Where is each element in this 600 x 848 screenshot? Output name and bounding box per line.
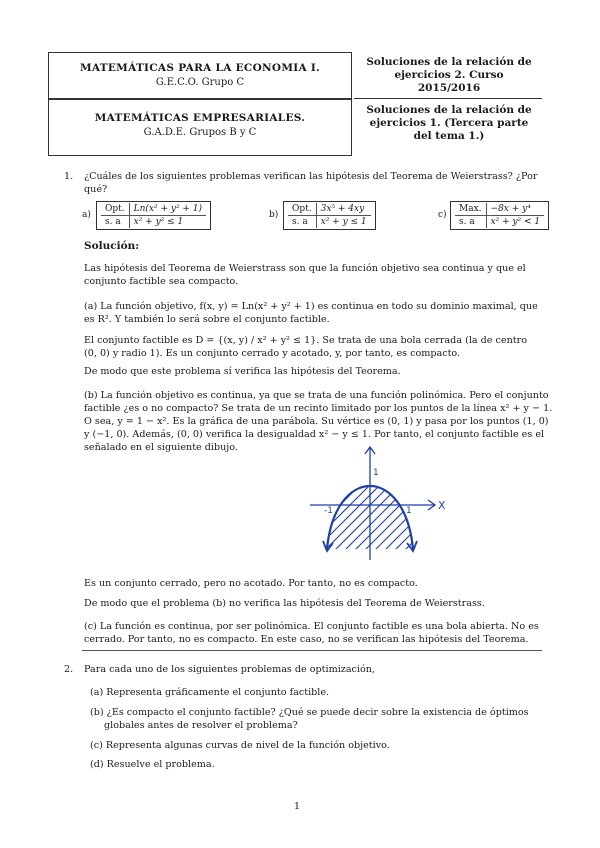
sol-p1-l1: Las hipótesis del Teorema de Weierstrass son que la función objetivo sea continua y que el — [84, 263, 526, 274]
sol-a2-l2: (0, 0) y radio 1). Es un conjunto cerrado y acotado, y, por tanto, es compacto. — [84, 348, 461, 359]
q2-item-c: (c) Representa algunas curvas de nivel de la función objetivo. — [90, 740, 390, 751]
course-group-1: G.E.C.O. Grupo C — [155, 77, 245, 88]
sol-b-l3: O sea, y = 1 − x². Es la gráfica de una parábola. Su vértice es (0, 1) y pasa por los puntos (1, 0) — [84, 416, 549, 427]
q2-item-a: (a) Representa gráficamente el conjunto factible. — [90, 687, 330, 698]
q1-a-st: x² + y² ≤ 1 — [133, 217, 184, 227]
label-minus-one: -1 — [324, 506, 333, 516]
q1-b-problem — [283, 201, 376, 230]
q2-item-d: (d) Resuelve el problema. — [90, 759, 215, 770]
q1-a-label: a) — [82, 210, 91, 220]
solution-heading: Solución: — [84, 240, 140, 252]
header-right-top-l3: 2015/2016 — [417, 82, 481, 94]
header-right-top — [356, 56, 542, 95]
q2-intro: Para cada uno de los siguientes problemas de optimización, — [84, 664, 375, 675]
sol-a-l1: (a) La función objetivo, f(x, y) = Ln(x² + y² + 1) es continua en todo su dominio maximal, que — [84, 301, 538, 312]
q1-a-problem — [96, 201, 211, 230]
q1-a-obj: Ln(x² + y² + 1) — [129, 203, 206, 216]
header-right-top-l2: ejercicios 2. Curso — [394, 69, 504, 81]
header-right-top-l1: Soluciones de la relación de — [366, 56, 532, 68]
sol-b-conclusion: De modo que el problema (b) no verifica las hipótesis del Teorema de Weierstrass. — [84, 598, 485, 609]
q1-b-obj: 3x⁵ + 4xy — [316, 203, 371, 216]
q2-item-b-l2: globales antes de resolver el problema? — [104, 720, 298, 731]
sol-a3: De modo que este problema sí verifica las hipótesis del Teorema. — [84, 366, 401, 377]
course-title-1: MATEMÁTICAS PARA LA ECONOMIA I. — [79, 62, 321, 74]
solution-divider — [82, 650, 542, 651]
sol-p1-l2: conjunto factible sea compacto. — [84, 276, 239, 287]
q1-number: 1. — [64, 171, 74, 182]
q1-question-l1: ¿Cuáles de los siguientes problemas verifican las hipótesis del Teorema de Weierstrass? ¿Por — [84, 171, 538, 182]
feasible-set-figure — [300, 445, 450, 575]
q2-item-b-l1: (b) ¿Es compacto el conjunto factible? ¿Qué se puede decir sobre la existencia de óptimos — [90, 707, 529, 718]
hatching — [310, 445, 450, 560]
course-title-2: MATEMÁTICAS EMPRESARIALES. — [94, 112, 306, 124]
label-one-y: 1 — [373, 468, 379, 478]
q1-b-label: b) — [269, 210, 279, 220]
sol-c-l1: (c) La función es continua, por ser polinómica. El conjunto factible es una bola abierta. No es — [84, 621, 539, 632]
q2-number: 2. — [64, 664, 74, 675]
header-right-bottom-l2: ejercicios 1. (Tercera parte — [369, 117, 529, 129]
sol-c-l2: cerrado. Por tanto, no es compacto. En este caso, no se verifican las hipótesis del Teorema. — [84, 634, 529, 645]
x-axis-label: X — [438, 499, 446, 512]
page-number: 1 — [294, 801, 301, 812]
label-one-x: 1 — [406, 506, 412, 516]
header-right-bottom-l3: del tema 1.) — [413, 130, 485, 142]
q1-b-obj-kw: Opt. — [288, 203, 316, 216]
sol-b-l2: factible ¿es o no compacto? Se trata de un recinto limitado por los puntos de la línea x² + y − 1. — [84, 403, 553, 414]
header-divider — [354, 98, 542, 99]
q1-c-label: c) — [438, 210, 447, 220]
q1-b-st: x² + y ≤ 1 — [320, 217, 367, 227]
q1-c-obj: −8x + y⁴ — [486, 203, 544, 216]
header-right-bottom — [356, 104, 542, 143]
q1-a-st-kw: s. a — [101, 216, 129, 229]
sol-a2-l1: El conjunto factible es D = {(x, y) / x² + y² ≤ 1}. Se trata de una bola cerrada (la de centro — [84, 335, 527, 346]
q1-c-obj-kw: Max. — [455, 203, 486, 216]
q1-b-st-kw: s. a — [288, 216, 316, 229]
header-left-bottom-box — [48, 98, 352, 156]
q1-c-problem — [450, 201, 549, 230]
header-right-bottom-l1: Soluciones de la relación de — [366, 104, 532, 116]
sol-b-l1: (b) La función objetivo es continua, ya que se trata de una función polinómica. Pero el conjunto — [84, 390, 549, 401]
q1-c-st: x² + y² < 1 — [490, 217, 541, 227]
sol-b-after: Es un conjunto cerrado, pero no acotado. Por tanto, no es compacto. — [84, 578, 418, 589]
q1-c-st-kw: s. a — [455, 216, 486, 229]
header-left-top-box — [48, 52, 352, 100]
q1-a-obj-kw: Opt. — [101, 203, 129, 216]
sol-a-l2: es R². Y también lo será sobre el conjunto factible. — [84, 314, 330, 325]
sol-b-l4: y (−1, 0). Además, (0, 0) verifica la desigualdad x² − y ≤ 1. Por tanto, el conjunto factible es el — [84, 429, 545, 440]
sol-b-l5: señalado en el siguiente dibujo. — [84, 442, 238, 453]
course-group-2: G.A.D.E. Grupos B y C — [143, 127, 257, 138]
q1-question-l2: qué? — [84, 184, 108, 195]
